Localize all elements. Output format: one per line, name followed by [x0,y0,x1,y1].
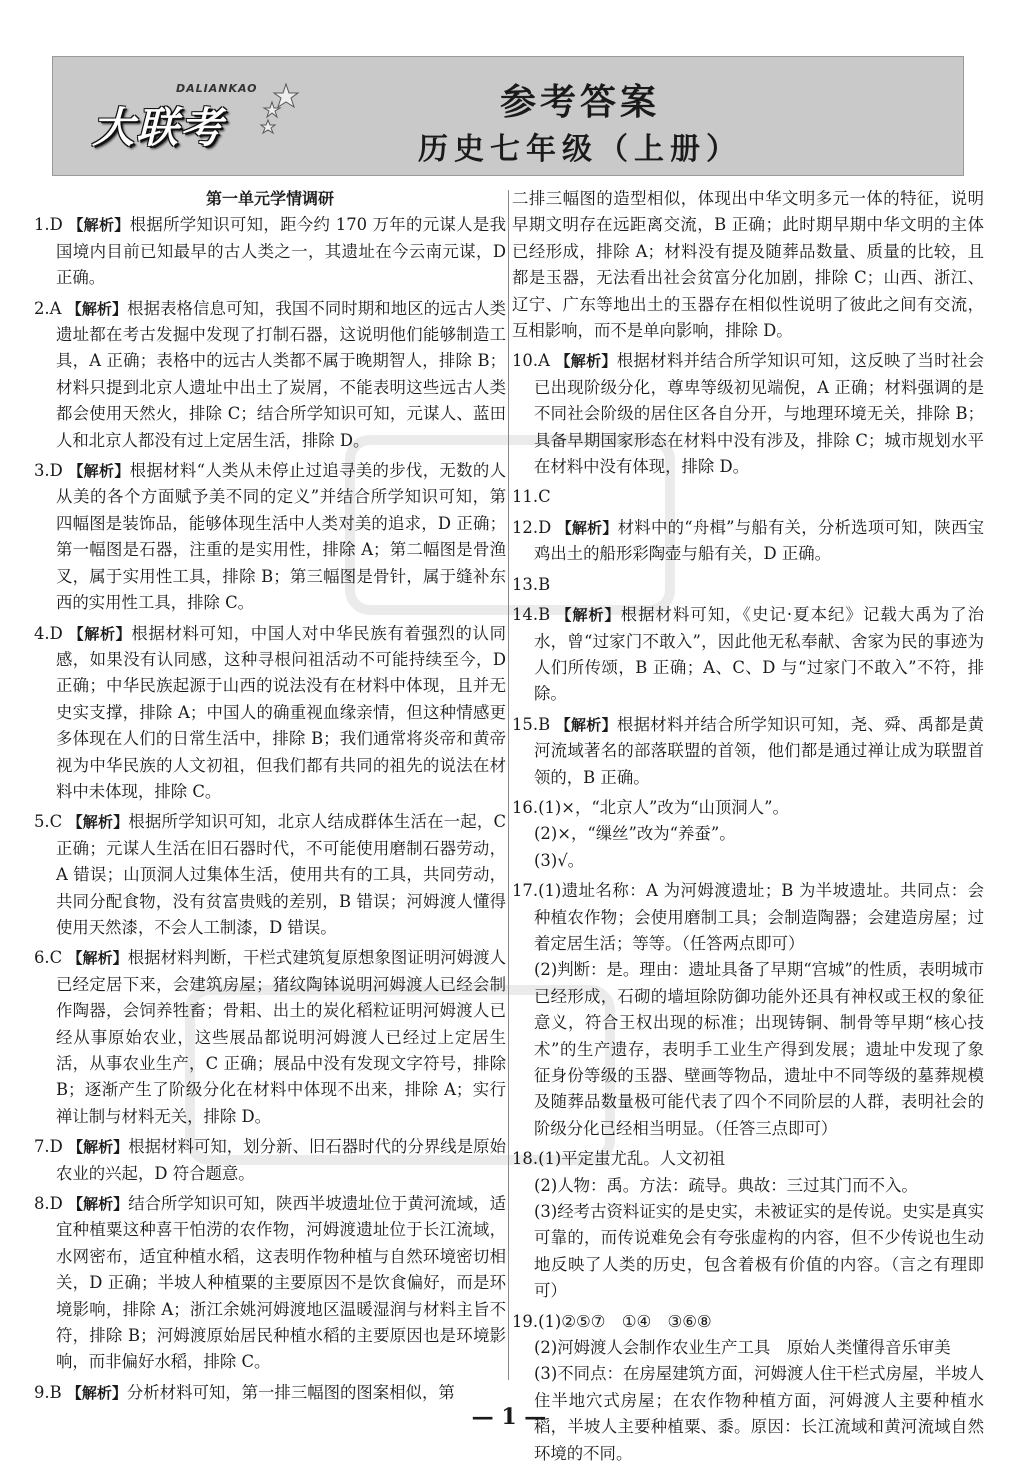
answer-entry [34,458,506,616]
answer-line: (2)人物：禹。方法：疏导。典故：三过其门而不入。 [534,1175,918,1195]
answer-text: 分析材料可知，第一排三幅图的图案相似，第 [126,1382,455,1402]
answer-18 [512,1146,984,1304]
answer-line: (2)判断：是。理由：遗址具备了早期“宫城”的性质，表明城市已经形成，石砌的墙垣除防御功能外还具有神权或王权的象征意义，符合王权出现的标准；出现铸铜、制骨等早期“核心技术”的生产遗存，表明手工业生产得到发展；遗址中发现了象征身份等级的玉器、壁画等物品，遗址中不同等级的墓葬规模及随葬品数量极可能代表了四个不同阶层的人群，表明社会的阶级分化已经相当明显。（任答三点即可） [534,960,984,1138]
answer-entry [512,712,984,791]
answer-entry [34,1134,506,1187]
answer-entry [512,484,984,510]
answer-entry [34,1191,506,1376]
answer-number: 16. [512,797,539,817]
answer-text: 根据材料并结合所学知识可知，尧、舜、禹都是黄河流域著名的部落联盟的首领，他们都是通过禅让成为联盟首领的，B 正确。 [534,714,984,787]
analysis-tag: 【解析】 [556,518,618,537]
answer-text: 二排三幅图的造型相似，体现出中华文明多元一体的特征，说明早期文明存在远距离交流，B 正确；此时期早期中华文明的主体已经形成，排除 A；材料没有提及随葬品数量、质量的比较，且都是玉器，无法看出社会贫富分化加剧，排除 C；山西、浙江、辽宁、广东等地出土的玉器存在相似性说明了彼此之间有交流，互相影响，而不是单向影响，排除 D。 [512,189,984,341]
answer-number: 3.D [34,461,63,481]
answer-number: 7.D [34,1137,63,1157]
answer-entry [512,348,984,480]
analysis-tag: 【解析】 [68,1195,129,1214]
answer-entry [34,212,506,291]
answer-number: 13.B [512,574,551,594]
answer-line: (3)√。 [534,850,585,870]
answer-text: 材料中的“舟楫”与船有关，分析选项可知，陕西宝鸡出土的船形彩陶壶与船有关，D 正确。 [534,517,984,564]
analysis-tag: 【解析】 [68,216,130,235]
answer-number: 2.A [34,298,62,318]
answer-entry [34,296,506,454]
answer-line: (2)河姆渡人会制作农业生产工具 原始人类懂得音乐审美 [534,1338,951,1358]
answer-number: 8.D [34,1194,63,1214]
analysis-tag: 【解析】 [556,606,621,625]
left-column [34,186,506,1410]
section-title: 第一单元学情调研 [205,189,334,208]
answer-list-left [34,212,506,1406]
answer-number: 12.D [512,517,552,537]
answer-19 [512,1309,984,1467]
answer-number: 19. [512,1311,539,1331]
answer-number: 5.C [34,812,63,832]
answer-line: (2)×，“缫丝”改为“养蚕”。 [534,824,736,844]
stars-icon [256,82,306,142]
analysis-tag: 【解析】 [68,1138,129,1157]
answer-entry [34,945,506,1130]
answer-number: 9.B [34,1382,62,1402]
answer-line: (1)平定蚩尤乱。人文初祖 [538,1149,726,1169]
answer-number: 11.C [512,487,551,507]
answer-entry [34,809,506,941]
answer-number: 4.D [34,623,63,643]
answer-entry [512,572,984,598]
answer-16 [512,795,984,874]
analysis-tag: 【解析】 [555,352,617,371]
answer-text: 根据材料“人类从未停止过追寻美的步伐，无数的人从美的各个方面赋予美不同的定义”并结合所学知识可知，第四幅图是装饰品，能够体现生活中人类对美的追求，D 正确；第一幅图是石器，注重的是实用性，排除 A；第二幅图是骨渔叉，属于实用性工具，排除 B；第三幅图是骨针，属于缝补东西的实用性工具，排除 C。 [56,461,506,613]
answer-entry [34,621,506,806]
answer-text: 根据材料并结合所学知识可知，这反映了当时社会已出现阶级分化，尊卑等级初见端倪，A 正确；材料强调的是不同社会阶级的居住区各自分开，与地理环境无关，排除 B；具备早期国家形态在材料中没有涉及，排除 C；城市规划水平在材料中没有体现，排除 D。 [534,351,984,477]
answer-line: (1)遗址名称：A 为河姆渡遗址；B 为半坡遗址。共同点：会种植农作物；会使用磨制工具；会制造陶器；会建造房屋；过着定居生活；等等。（任答两点即可） [534,881,984,953]
analysis-tag: 【解析】 [555,715,617,734]
answer-entry [512,515,984,568]
answer-line: (1)②⑤⑦ ①④ ③⑥⑧ [538,1311,712,1331]
answer-number: 17. [512,881,539,901]
answer-text: 根据材料可知，《史记·夏本纪》记载大禹为了治水，曾“过家门不敢入”，因此他无私奉献、舍家为民的事迹为人们所传颂，B 正确；A、C、D 与“过家门不敢入”不符，排除。 [534,605,984,704]
brand-logo: 大联考 [92,103,225,152]
answer-number: 15.B [512,714,551,734]
right-column [512,186,984,1471]
answer-17 [512,878,984,1142]
answer-text: 根据材料可知，划分新、旧石器时代的分界线是原始农业的兴起，D 符合题意。 [56,1137,506,1183]
answer-entry [34,1380,506,1406]
analysis-tag: 【解析】 [66,299,128,318]
answer-number: 10.A [512,351,550,371]
answer-text: 根据材料判断，干栏式建筑复原想象图证明河姆渡人已经定居下来，会建筑房屋；猪纹陶钵说明河姆渡人已经会制作陶器，会饲养牲畜；骨耜、出土的炭化稻粒证明河姆渡人已经从事原始农业，这些展品都说明河姆渡人已经过上定居生活，从事农业生产，C 正确；展品中没有发现文字符号，排除 B；逐渐产生了阶级分化在材料中体现不出来，排除 A；实行禅让制与材料无关，排除 D。 [56,948,507,1126]
analysis-tag: 【解析】 [67,949,128,968]
analysis-tag: 【解析】 [66,1383,127,1402]
answer-line: (1)×，“北京人”改为“山顶洞人”。 [538,797,789,817]
answer-entry [512,186,984,344]
logo-subtitle: DALIANKAO [176,82,258,95]
answer-number: 1.D [34,215,63,235]
answer-line: (3)经考古资料证实的是史实，未被证实的是传说。史实是真实可靠的，而传说难免会有夸张虚构的内容，但不少传说也生动地反映了人类的历史，包含着极有价值的内容。（言之有理即可） [534,1202,984,1301]
answer-text: 根据所学知识可知，北京人结成群体生活在一起，C 正确；元谋人生活在旧石器时代，不可能使用磨制石器劳动，A 错误；山顶洞人过集体生活，使用共有的工具，共同劳动，共同分配食物，没有贫富贵贱的差别，B 错误；河姆渡人懂得使用天然漆，不会人工制漆，D 错误。 [56,812,506,937]
page-number: — 1 — [471,1404,547,1430]
column-divider [508,190,509,1380]
answer-text: 根据材料可知，中国人对中华民族有着强烈的认同感，如果没有认同感，这种寻根问祖活动不可能持续至今，D 正确；中华民族起源于山西的说法没有在材料中体现，且并无史实支撑，排除 A；中国人的确重视血缘亲情，但这种情感更多体现在人们的日常生活中，排除 B；我们通常将炎帝和黄帝视为中华民族的人文初祖，但我们都有共同的祖先的说法在材料中未体现，排除 C。 [56,623,506,801]
analysis-tag: 【解析】 [68,462,130,481]
answer-number: 14.B [512,605,551,625]
answer-number: 18. [512,1149,539,1169]
analysis-tag: 【解析】 [68,624,132,643]
page-title: 参考答案 [499,81,660,123]
answer-text: 根据表格信息可知，我国不同时期和地区的远古人类遗址都在考古发掘中发现了打制石器，这说明他们能够制造工具，A 正确；表格中的远古人类都不属于晚期智人，排除 B；材料只提到北京人遗址中出土了炭屑，不能表明这些远古人类都会使用天然火，排除 C；结合所学知识可知，元谋人、蓝田人和北京人都没有过上定居生活，排除 D。 [56,298,506,450]
answer-text: 根据所学知识可知，距今约 170 万年的元谋人是我国境内目前已知最早的古人类之一，其遗址在今云南元谋，D 正确。 [56,215,506,288]
answer-text: 结合所学知识可知，陕西半坡遗址位于黄河流域，适宜种植粟这种喜干怕涝的农作物，河姆渡遗址位于长江流域，水网密布，适宜种植水稻，这表明作物种植与自然环境密切相关，D 正确；半坡人种植粟的主要原因不是饮食偏好，而是环境影响，排除 A；浙江余姚河姆渡地区温暖湿润与材料主旨不符，排除 B；河姆渡原始居民种植水稻的主要原因也是环境影响，而非偏好水稻，排除 C。 [56,1194,506,1372]
answer-list-right [512,186,984,791]
answer-entry [512,602,984,708]
answer-number: 6.C [34,948,63,968]
answer-line: (3)不同点：在房屋建筑方面，河姆渡人住干栏式房屋，半坡人住半地穴式房屋；在农作物种植方面，河姆渡人主要种植水稻，半坡人主要种植粟、黍。原因：长江流域和黄河流域自然环境的不同。 [534,1364,984,1463]
analysis-tag: 【解析】 [67,813,129,832]
page-subtitle: 历史七年级（上册） [418,132,742,167]
